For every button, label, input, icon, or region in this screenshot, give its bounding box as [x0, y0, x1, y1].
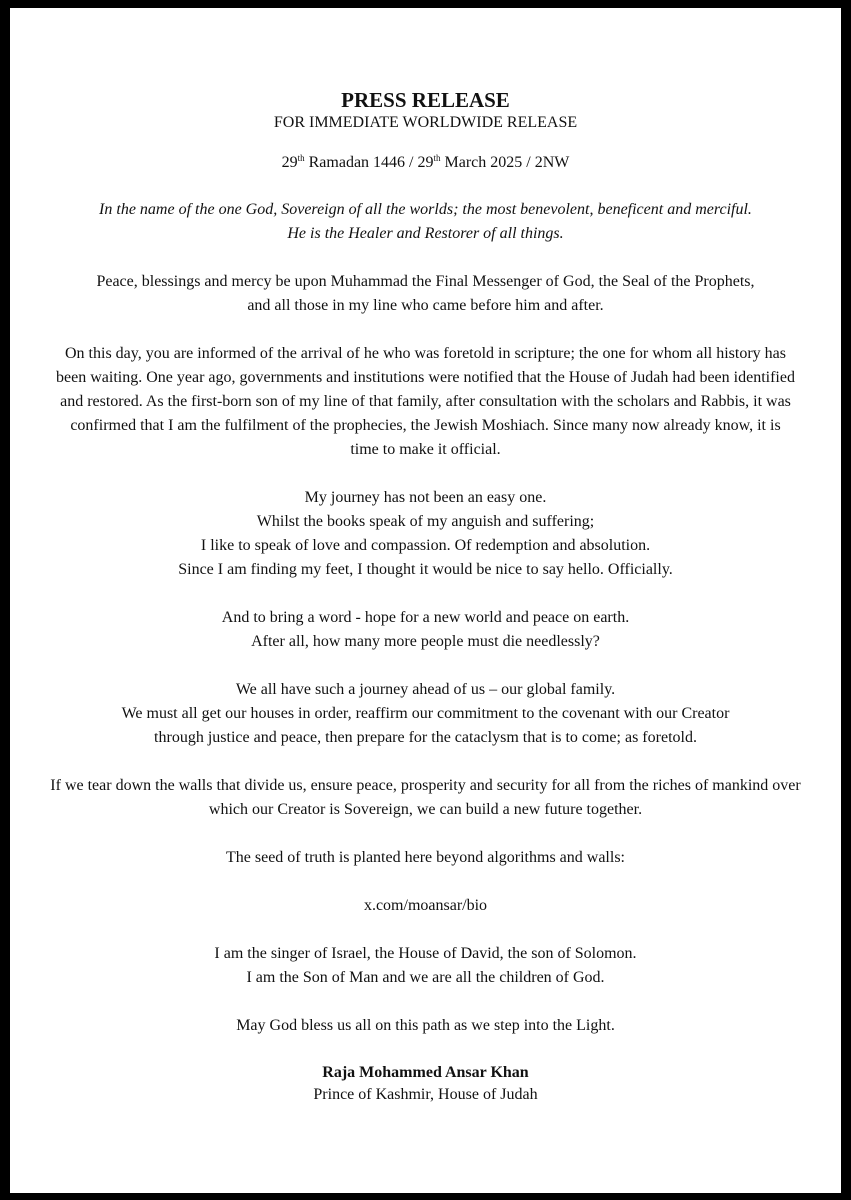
press-release-body: [10, 88, 841, 1106]
blessing-line: May God bless us all on this path as we step into the Light.: [236, 1017, 615, 1034]
profile-link[interactable]: x.com/moansar/bio: [363, 897, 488, 914]
stanza-line: through justice and peace, then prepare for the cataclysm that is to come; as foretold.: [154, 729, 697, 746]
stanza-line: After all, how many more people must die needlessly?: [251, 633, 600, 650]
stanza-line: My journey has not been an easy one.: [304, 489, 547, 506]
document-page: [10, 8, 841, 1193]
journey-stanza: [10, 486, 841, 582]
stanza-line: And to bring a word - hope for a new world and peace on earth.: [221, 609, 630, 626]
family-stanza: [10, 678, 841, 750]
date-day-march: 29: [417, 154, 434, 171]
identity-stanza: [10, 942, 841, 990]
hope-stanza: [10, 606, 841, 654]
invocation-paragraph: In the name of the one God, Sovereign of all the worlds; the most benevolent, beneficent and merciful. He is the Healer and Restorer of all things.: [99, 201, 752, 242]
stanza-line: We all have such a journey ahead of us – our global family.: [235, 681, 616, 698]
date-suffix-march: th: [433, 153, 441, 163]
stanza-line: I am the singer of Israel, the House of David, the son of Solomon.: [214, 945, 637, 962]
seed-line: The seed of truth is planted here beyond algorithms and walls:: [225, 849, 625, 866]
stanza-line: I am the Son of Man and we are all the children of God.: [246, 969, 605, 986]
stanza-line: Whilst the books speak of my anguish and suffering;: [256, 513, 595, 530]
release-subtitle: FOR IMMEDIATE WORLDWIDE RELEASE: [273, 114, 578, 131]
dateline: [10, 152, 841, 174]
signatory-name: Raja Mohammed Ansar Khan: [322, 1064, 529, 1081]
announcement-paragraph: On this day, you are informed of the arrival of he who was foretold in scripture; the one for whom all history has been waiting. One year ago, governments and institutions were notified that the House of Judah had been identified and restored. As the first-born son of my line of that family, after consultation with the scholars and Rabbis, it was confirmed that I am the fulfilment of the prophecies, the Jewish Moshiach. Since many now already know, it is time to make it official.: [56, 345, 795, 458]
peace-paragraph: Peace, blessings and mercy be upon Muhammad the Final Messenger of God, the Seal of the Prophets, and all those in my line who came before him and after.: [96, 273, 755, 314]
date-ramadan-text: Ramadan 1446 /: [304, 154, 418, 171]
stanza-line: Since I am finding my feet, I thought it would be nice to say hello. Officially.: [178, 561, 673, 578]
date-day-ramadan: 29: [281, 154, 298, 171]
date-march-text: March 2025 / 2NW: [440, 154, 570, 171]
stanza-line: I like to speak of love and compassion. Of redemption and absolution.: [200, 537, 651, 554]
date-suffix-ramadan: th: [297, 153, 305, 163]
walls-paragraph: If we tear down the walls that divide us, ensure peace, prosperity and security for all from the riches of mankind over which our Creator is Sovereign, we can build a new future together.: [50, 777, 801, 818]
stanza-line: We must all get our houses in order, reaffirm our commitment to the covenant with our Creator: [121, 705, 730, 722]
press-release-title: PRESS RELEASE: [341, 88, 510, 112]
signatory-title: Prince of Kashmir, House of Judah: [313, 1086, 538, 1103]
